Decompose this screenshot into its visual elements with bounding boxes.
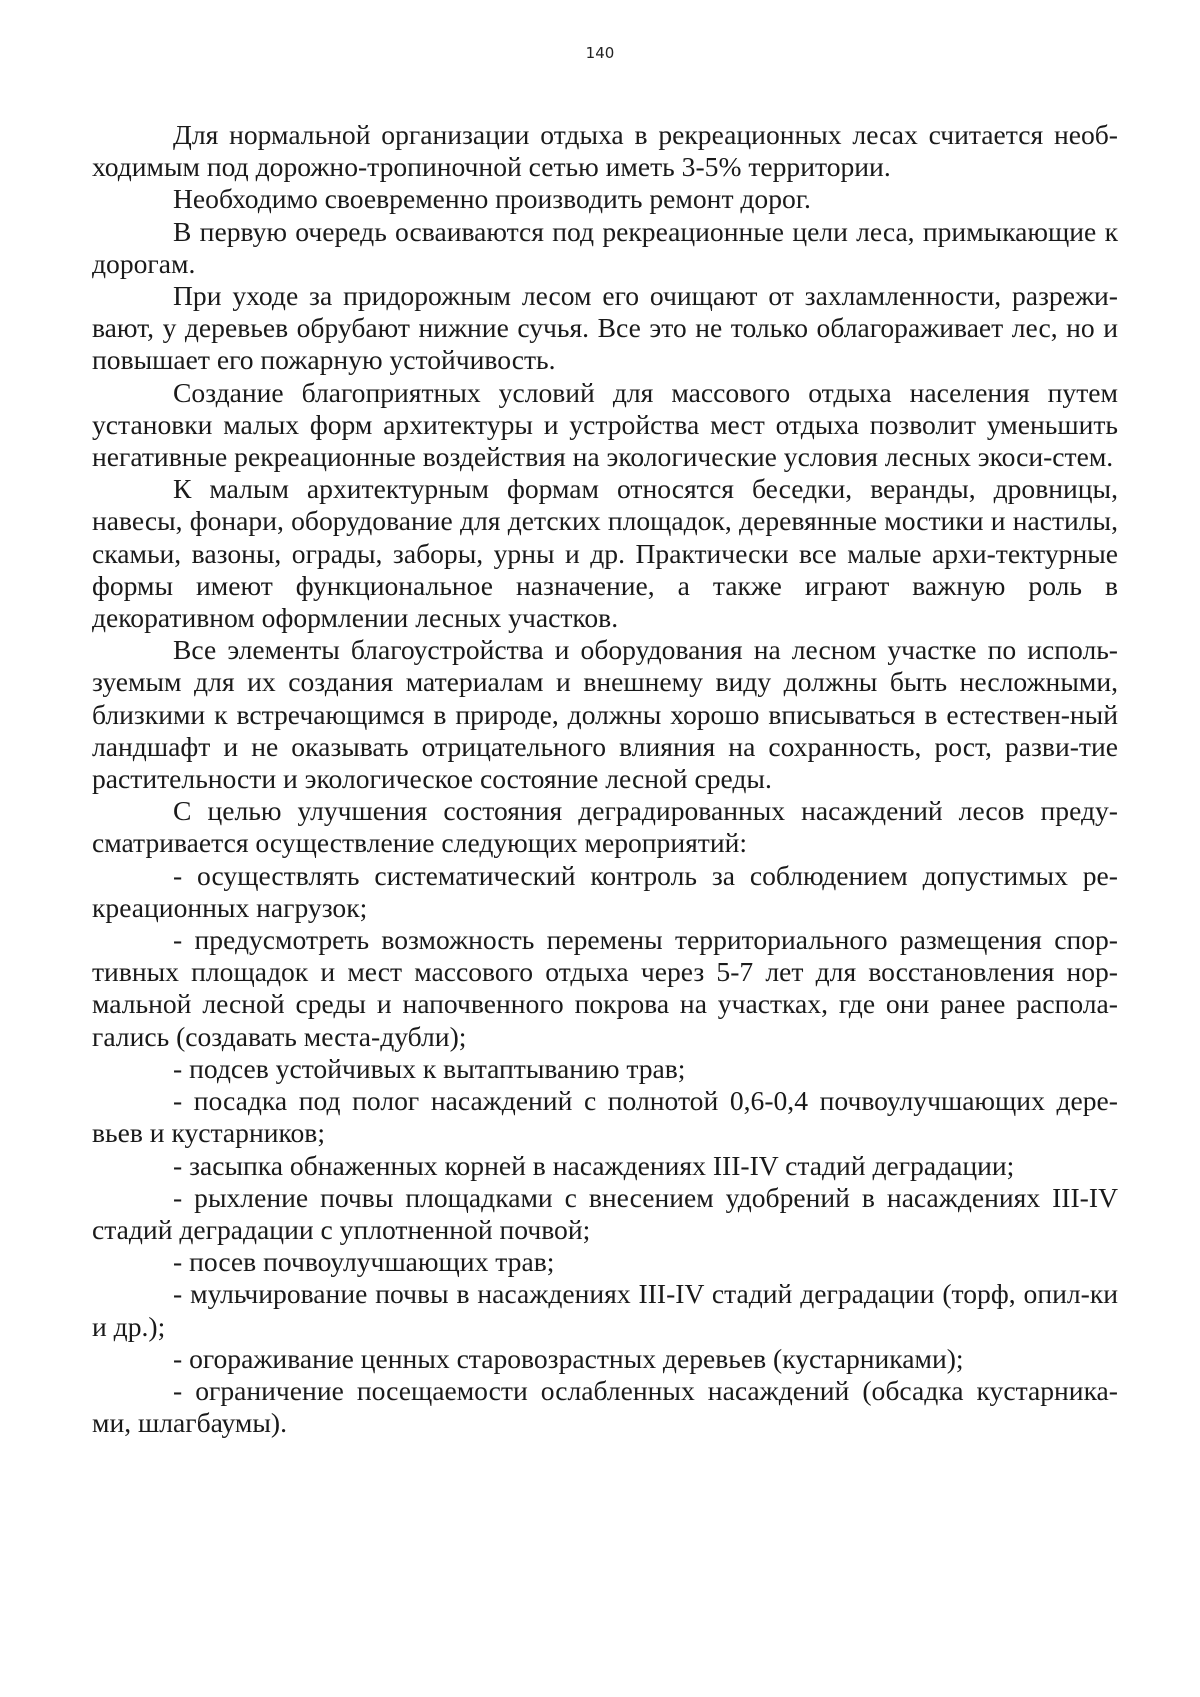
paragraph-road-network-share: Для нормальной организации отдыха в рекреационных лесах считается необ-ходимым под дорожно-тропиночной сетью иметь 3-5% территории.	[92, 119, 1118, 183]
list-item-mulching: - мульчирование почвы в насаждениях III-IV стадий деградации (торф, опил-ки и др.);	[92, 1278, 1118, 1342]
list-item-root-backfill: - засыпка обнаженных корней в насаждениях III-IV стадий деградации;	[173, 1149, 1015, 1181]
list-item-visitor-limits: - ограничение посещаемости ослабленных насаждений (обсадка кустарника-ми, шлагбаумы).	[92, 1374, 1118, 1439]
list-item-load-control: - осуществлять систематический контроль за соблюдением допустимых ре-креационных нагрузок;	[92, 859, 1118, 923]
paragraph-small-architectural-forms: К малым архитектурным формам относятся беседки, веранды, дровницы, навесы, фонари, оборудование для детских площадок, деревянные мостики и настилы, скамьи, вазоны, ограды, заборы, урны и др. Практически все малые архи-тектурные формы имеют функциональное назначение, а также играют важную роль в декоративном оформлении лесных участков.	[92, 473, 1118, 634]
page-number: 140	[585, 44, 615, 62]
list-item-tree-fencing: - огораживание ценных старовозрастных деревьев (кустарниками);	[173, 1342, 964, 1374]
list-item-grass-overseeding: - подсев устойчивых к вытаптыванию трав;	[173, 1052, 686, 1084]
paragraph-roadside-forest-care: При уходе за придорожным лесом его очищают от захламленности, разрежи-вают, у деревьев обрубают нижние сучья. Все это не только облагораживает лес, но и повышает его пожарную устойчивость.	[92, 280, 1118, 376]
paragraph-measures-intro: С целью улучшения состояния деградированных насаждений лесов преду-сматривается осуществление следующих мероприятий:	[92, 795, 1118, 859]
paragraph-favorable-conditions: Создание благоприятных условий для массового отдыха населения путем установки малых форм архитектуры и устройства мест отдыха позволит уменьшить негативные рекреационные воздействия на экологические условия лесных экоси-стем.	[92, 376, 1118, 473]
paragraph-landscaping-elements: Все элементы благоустройства и оборудования на лесном участке по исполь-зуемым для их создания материалам и внешнему виду должны быть несложными, близкими к встречающимся в природе, должны хорошо вписываться в естествен-ный ландшафт и не оказывать отрицательного влияния на сохранность, рост, разви-тие растительности и экологическое состояние лесной среды.	[92, 634, 1118, 795]
list-item-soil-improving-grasses: - посев почвоулучшающих трав;	[173, 1246, 555, 1278]
list-item-understory-planting: - посадка под полог насаждений с полнотой 0,6-0,4 почвоулучшающих дере-вьев и кустарников;	[92, 1085, 1118, 1149]
list-item-site-rotation: - предусмотреть возможность перемены территориального размещения спор-тивных площадок и мест массового отдыха через 5-7 лет для восстановления нор-мальной лесной среды и напочвенного покрова на участках, где они ранее распола-гались (создавать места-дубли);	[92, 924, 1118, 1052]
paragraph-road-repair: Необходимо своевременно производить ремонт дорог.	[173, 183, 811, 215]
page-body	[92, 119, 1118, 1439]
paragraph-forests-near-roads: В первую очередь осваиваются под рекреационные цели леса, примыкающие к дорогам.	[92, 215, 1118, 279]
list-item-soil-loosening: - рыхление почвы площадками с внесением удобрений в насаждениях III-IV стадий деградации с уплотненной почвой;	[92, 1181, 1118, 1245]
